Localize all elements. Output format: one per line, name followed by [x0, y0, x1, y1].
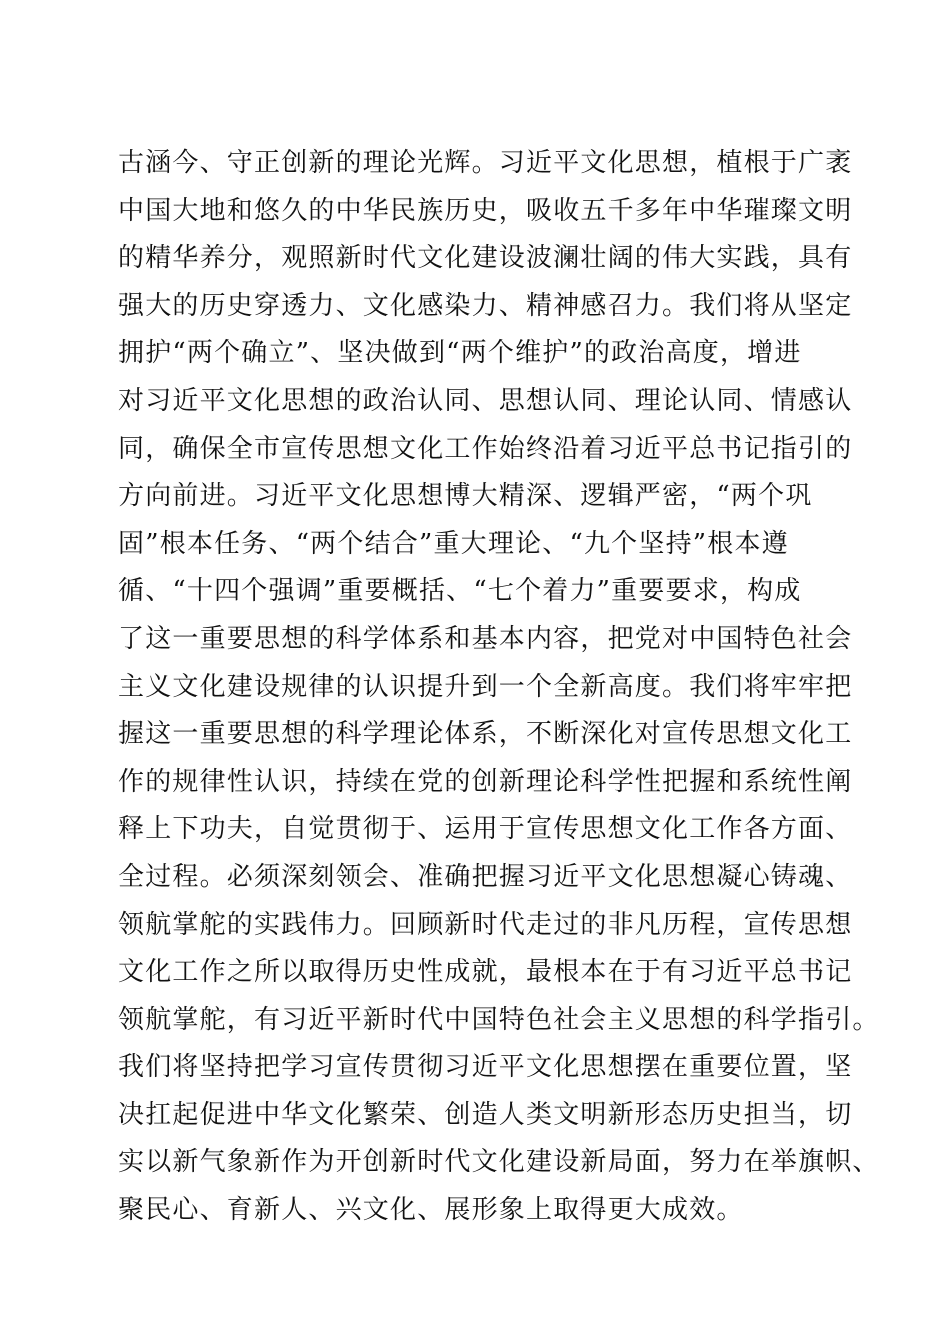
text-line: 领航掌舵，有习近平新时代中国特色社会主义思想的科学指引。 — [118, 1004, 880, 1035]
text-line: 的精华养分，观照新时代文化建设波澜壮阔的伟大实践，具有 — [118, 243, 853, 274]
body-paragraph — [118, 140, 880, 1235]
text-line: 领航掌舵的实践伟力。回顾新时代走过的非凡历程，宣传思想 — [118, 909, 853, 940]
text-line: 文化工作之所以取得历史性成就，最根本在于有习近平总书记 — [118, 957, 853, 988]
text-line: 主义文化建设规律的认识提升到一个全新高度。我们将牢牢把 — [118, 671, 853, 702]
text-line: 同，确保全市宣传思想文化工作始终沿着习近平总书记指引的 — [118, 433, 853, 464]
text-line: 拥护“两个确立”、坚决做到“两个维护”的政治高度，增进 — [118, 338, 802, 369]
text-line: 了这一重要思想的科学体系和基本内容，把党对中国特色社会 — [118, 623, 853, 654]
text-line: 循、“十四个强调”重要概括、“七个着力”重要要求，构成 — [118, 576, 802, 607]
text-line: 中国大地和悠久的中华民族历史，吸收五千多年中华璀璨文明 — [118, 195, 853, 226]
text-line: 强大的历史穿透力、文化感染力、精神感召力。我们将从坚定 — [118, 290, 853, 321]
text-line: 实以新气象新作为开创新时代文化建设新局面，努力在举旗帜、 — [118, 1147, 880, 1178]
text-line: 古涵今、守正创新的理论光辉。习近平文化思想，植根于广袤 — [118, 148, 853, 178]
text-line: 全过程。必须深刻领会、准确把握习近平文化思想凝心铸魂、 — [118, 861, 853, 892]
text-line: 释上下功夫，自觉贯彻于、运用于宣传思想文化工作各方面、 — [118, 814, 853, 845]
text-line: 对习近平文化思想的政治认同、思想认同、理论认同、情感认 — [118, 385, 853, 416]
text-line: 固”根本任务、“两个结合”重大理论、“九个坚持”根本遵 — [118, 528, 789, 559]
text-line: 聚民心、育新人、兴文化、展形象上取得更大成效。 — [118, 1195, 744, 1226]
text-line: 方向前进。习近平文化思想博大精深、逻辑严密，“两个巩 — [118, 481, 813, 512]
text-line: 决扛起促进中华文化繁荣、创造人类文明新形态历史担当，切 — [118, 1099, 853, 1130]
text-line: 作的规律性认识，持续在党的创新理论科学性把握和系统性阐 — [118, 766, 853, 797]
text-line: 我们将坚持把学习宣传贯彻习近平文化思想摆在重要位置，坚 — [118, 1052, 853, 1083]
text-line: 握这一重要思想的科学理论体系，不断深化对宣传思想文化工 — [118, 719, 853, 750]
